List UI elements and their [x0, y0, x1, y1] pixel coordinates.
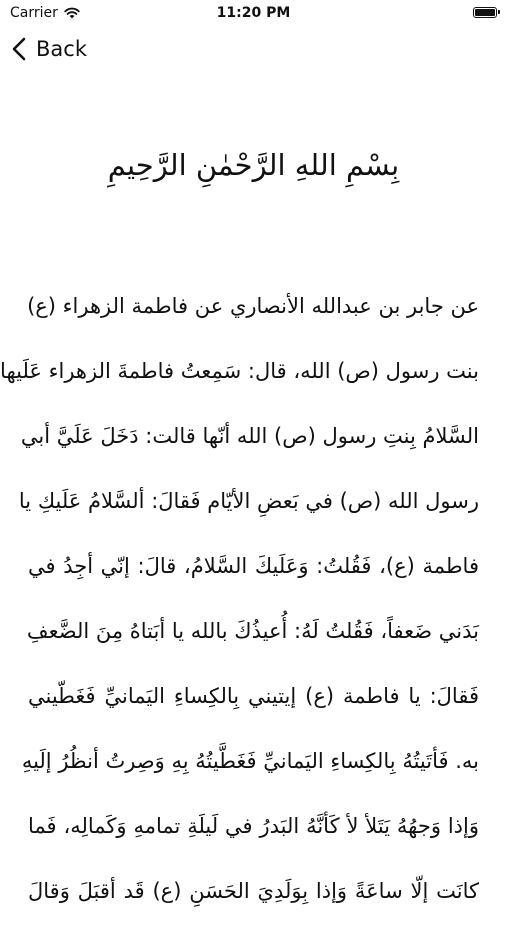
- text-line: فَقالَ: يا فاطمة (ع) إيتيني بِالكِساءِ اليَمانيِّ فَغَطّيني: [28, 684, 479, 708]
- dua-text-scroll[interactable]: [0, 280, 479, 903]
- text-line: فاطمة (ع)، فَقُلتُ: وَعَلَيكَ السَّلامُ، قالَ: إنّي أجِدُ في: [28, 554, 479, 578]
- text-line: رسول الله (ص) في بَعضِ الأيّام فَقالَ: ألسَّلامُ عَلَيكِ يا: [18, 489, 479, 513]
- text-line: بَدَني ضَعفاً، فَقُلتُ لَهُ: أُعيذُكَ بالله يا أبَتاهُ مِنَ الضَّعفِ: [26, 619, 479, 643]
- text-line: كانَت إلّا ساعَةً وَإذا بِوَلَدِيَ الحَسَنِ (ع) قَد أقبَلَ وَقالَ: [28, 879, 479, 903]
- status-time: 11:20 PM: [216, 5, 291, 21]
- status-bar: [0, 0, 507, 28]
- battery-icon: [473, 7, 497, 18]
- nav-bar: [0, 30, 507, 76]
- text-line: عن جابر بن عبدالله الأنصاري عن فاطمة الزهراء (ع): [27, 294, 479, 318]
- carrier-label: Carrier: [10, 5, 58, 21]
- text-line: به. فَأتَيتُهُ بِالكِساءِ اليَمانيِّ فَغَطَّيتُهُ بِهِ وَصِرتُ أنظُرُ إلَيهِ: [21, 749, 479, 773]
- back-label: Back: [36, 37, 87, 61]
- back-button[interactable]: [10, 36, 87, 62]
- text-line: وَإذا وَجهُهُ يَتَلأ لأ كَأنَّهُ البَدرُ في لَيلَةِ تمامهِ وَكَمالِه، فَما: [28, 814, 479, 838]
- text-line: السَّلامُ بِنتِ رسول (ص) الله أنّها قالت: دَخَلَ عَلَيَّ أبي: [20, 424, 479, 448]
- text-line: بنت رسول (ص) الله، قال: سَمِعتُ فاطمةَ الزهراء عَلَيها: [0, 359, 479, 383]
- dua-text: [0, 280, 479, 930]
- chevron-left-icon: [10, 36, 28, 62]
- bismillah-heading: بِسْمِ اللهِ الرَّحْمٰنِ الرَّحِيمِ: [107, 148, 400, 182]
